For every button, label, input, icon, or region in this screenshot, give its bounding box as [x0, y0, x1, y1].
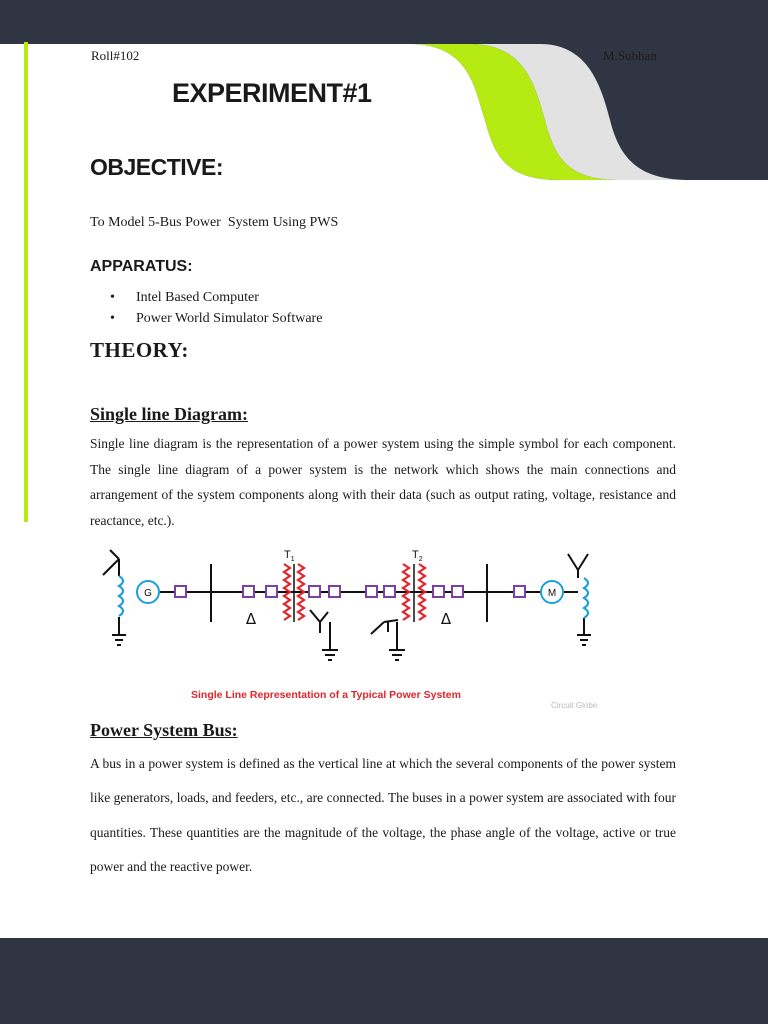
single-line-heading: Single line Diagram:	[90, 404, 248, 424]
page-title: EXPERIMENT#1	[172, 78, 372, 108]
left-accent-bar	[24, 42, 28, 522]
delta-symbol-1: Δ	[245, 610, 257, 628]
diagram-watermark: Circuit Globe	[551, 701, 598, 710]
t2-label: $T_2$	[412, 549, 423, 563]
theory-heading: THEORY:	[90, 338, 189, 362]
power-bus-heading: Power System Bus:	[90, 720, 238, 740]
apparatus-item: • Intel Based Computer	[90, 287, 322, 308]
header-decoration	[0, 0, 768, 180]
author-name: M.Subhan	[603, 48, 657, 63]
roll-number: Roll#102	[91, 48, 140, 63]
diagram-caption: Single Line Representation of a Typical Power System	[191, 689, 461, 701]
t1-label: $T_1$	[284, 549, 295, 563]
delta-symbol-2: Δ	[440, 610, 452, 628]
apparatus-heading: APPARATUS:	[90, 258, 193, 275]
power-bus-paragraph: A bus in a power system is defined as the vertical line at which the several components of the power system like generators, loads, and feeders, etc., are connected. The buses in a power system are associated with four quantities. These quantities are the magnitude of the voltage, the phase angle of the voltage, active or true power and the reactive power.	[90, 756, 676, 874]
generator-label: G	[144, 588, 152, 599]
objective-heading: OBJECTIVE:	[90, 154, 224, 180]
single-line-diagram	[88, 542, 628, 712]
motor-label: M	[547, 588, 557, 599]
objective-text: To Model 5-Bus Power System Using PWS	[90, 215, 339, 230]
apparatus-item: • Power World Simulator Software	[90, 308, 322, 329]
single-line-paragraph: Single line diagram is the representation of a power system using the simple symbol for each component. The single line diagram of a power system is the network which shows the main connections and arrangement of the system components along with their data (such as output rating, voltage, resistance and reactance, etc.).	[90, 436, 676, 529]
footer-band	[0, 938, 768, 1024]
apparatus-list	[90, 287, 322, 329]
